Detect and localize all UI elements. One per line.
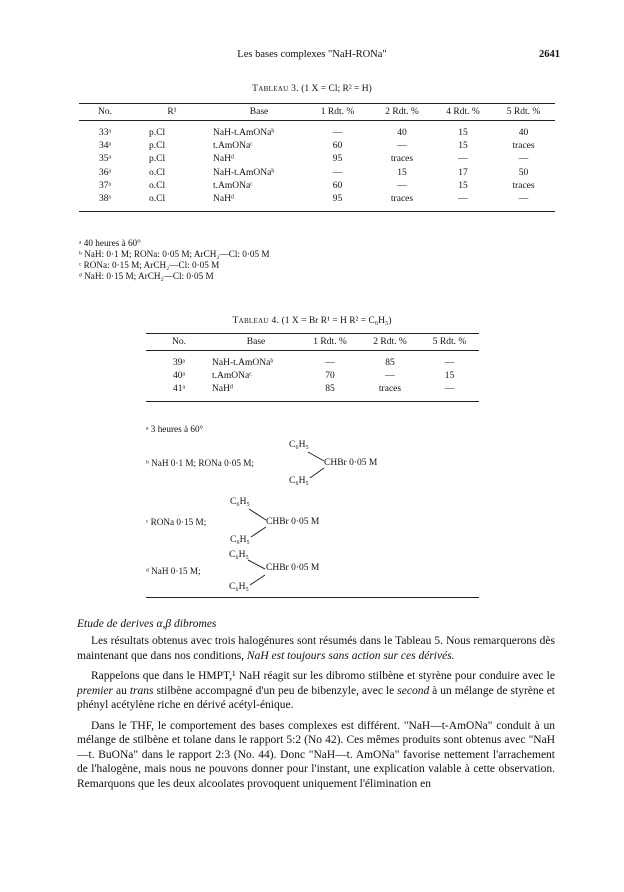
text-run: Les résultats obtenus avec trois halogénures sont résumés dans le Tableau 5. Nous remarquerons dès maintenant que dans nos conditions, [77, 635, 555, 662]
cell: t.AmONaᶜ [213, 180, 253, 191]
table3-header: 1 Rdt. % [320, 107, 355, 117]
paragraph-1 [77, 634, 555, 663]
table3-header: 4 Rdt. % [446, 107, 480, 117]
table4-footnote-a: ᵃ 3 heures à 60° [146, 424, 204, 434]
cell: traces [390, 193, 414, 204]
table4-header: Base [246, 337, 266, 347]
table-row [79, 121, 555, 140]
cell: — [325, 358, 335, 368]
cell: — [458, 193, 468, 204]
table-row [146, 383, 479, 402]
chbr-label: CHBr 0·05 M [266, 517, 320, 527]
table4-header: 2 Rdt. % [373, 337, 407, 347]
cell: traces [390, 154, 414, 165]
cell: — [458, 154, 468, 165]
footnote: ᵈ NaH: 0·15 M; ArCH₂—Cl: 0·05 M [79, 271, 214, 281]
table3-footnotes [79, 238, 270, 282]
cell: 95 [332, 193, 343, 204]
cell: o.Cl [149, 167, 166, 178]
text-run-italic: trans [129, 684, 154, 697]
cell: 41ᵃ [172, 384, 186, 395]
cell: 17 [458, 167, 468, 178]
cell: — [332, 128, 343, 138]
table4-footnote-b: ᵇ NaH 0·1 M; RONa 0·05 M; [146, 458, 254, 468]
cell: p.Cl [149, 154, 166, 165]
table-row [79, 166, 555, 179]
cell: 40ᵃ [172, 371, 186, 382]
table4-header-row [146, 334, 479, 351]
cell: 39ᵃ [172, 358, 186, 368]
table3-header: Base [249, 107, 269, 117]
text-run: stilbène accompagné d'un peu de bibenzyle, avec le [153, 684, 398, 697]
table3-header: 2 Rdt. % [385, 107, 419, 117]
table4-header: 5 Rdt. % [432, 337, 467, 347]
cell: — [518, 193, 529, 204]
table3-caption-condition: (1 X = Cl; R² = H) [301, 84, 372, 94]
cell: NaH-t.AmONaᵇ [213, 167, 275, 178]
cell: 40 [397, 128, 407, 138]
text-run: à un mélange de styrène et phényl acétylène riche en dérivé acétyl-énique. [77, 684, 556, 711]
cell: NaHᵈ [213, 193, 234, 204]
cell: — [518, 154, 529, 165]
text-run-italic: second [397, 684, 430, 697]
paragraph-2 [77, 669, 555, 713]
footnote: ᵇ NaH: 0·1 M; RONa: 0·05 M; ArCH₂—Cl: 0·05 M [79, 249, 270, 259]
phenyl-group-top: C₆H₅ [230, 497, 250, 507]
table3-header: 5 Rdt. % [506, 107, 541, 117]
cell: p.Cl [149, 128, 166, 138]
chbr-label: CHBr 0·05 M [324, 458, 378, 468]
cell: 70 [325, 371, 335, 382]
cell: — [397, 180, 407, 191]
cell: 85 [325, 384, 335, 395]
cell: 35ᵃ [98, 154, 112, 165]
section-heading: Etude de derives α,β dibromes [77, 618, 217, 630]
cell: — [444, 358, 455, 368]
table4-bottom-rule [146, 597, 479, 598]
cell: o.Cl [149, 180, 166, 191]
table3-header: No. [98, 107, 112, 117]
bond-lines [240, 558, 268, 586]
page-number: 2641 [539, 49, 560, 60]
cell: 38ᵃ [98, 193, 112, 204]
chbr-label: CHBr 0·05 M [266, 563, 320, 573]
cell: NaHᵈ [213, 154, 234, 165]
table-row [146, 351, 479, 370]
table3-caption-label: Tableau 3. [252, 84, 299, 94]
cell: 60 [332, 141, 343, 152]
phenyl-group-bottom: C₆H₅ [289, 476, 309, 486]
cell: 95 [332, 154, 343, 165]
phenyl-group-bottom: C₆H₅ [230, 535, 250, 545]
table-row [79, 153, 555, 166]
cell: 60 [332, 180, 343, 191]
running-title: Les bases complexes "NaH-RONa" [237, 49, 387, 60]
footnote: ᶜ RONa: 0·15 M; ArCH₂—Cl: 0·05 M [79, 260, 220, 270]
table-row [146, 370, 479, 383]
table3-caption [0, 84, 624, 94]
cell: NaH-t.AmONaᵇ [213, 128, 275, 138]
cell: NaH-t.AmONaᵇ [212, 358, 274, 368]
table4-caption-label: Tableau 4. [232, 316, 280, 326]
cell: 15 [458, 128, 468, 138]
cell: 33ᵃ [98, 128, 112, 138]
cell: — [332, 167, 343, 178]
cell: 85 [385, 358, 395, 368]
cell: 37ᵃ [98, 180, 112, 191]
table3-header: R¹ [167, 107, 177, 117]
paragraph-3: Dans le THF, le comportement des bases complexes est différent. "NaH—t-AmONa" conduit à un mélange de stilbène et tolane dans le rapport 5:2 (No 42). Ces mêmes produits sont obtenus avec "NaH—t. BuONa" dans le rapport 2:3 (No. 44). Donc "NaH—t. AmONa" favorise nettement l'arrachement de l'halogène, mais nous ne pouvons donner pour l'instant, une explication valable à cette observation. Remarquons que les deux alcoolates provoquent uniquement l'élimination en [77, 719, 555, 790]
table-row [79, 179, 555, 192]
cell: traces [512, 141, 535, 152]
table-row [79, 140, 555, 153]
cell: — [444, 384, 455, 395]
table4-footnote-c: ᶜ RONa 0·15 M; [146, 517, 207, 527]
cell: — [385, 371, 395, 382]
phenyl-group-top: C₆H₅ [289, 440, 309, 450]
table4-header: 1 Rdt. % [313, 337, 347, 347]
text-run: au [112, 684, 130, 697]
cell: 15 [458, 141, 468, 152]
cell: NaHᵈ [212, 384, 233, 395]
text-run-italic: NaH est toujours sans action sur ces dérivés. [246, 649, 455, 662]
cell: 34ᵃ [98, 141, 112, 152]
table3 [79, 103, 555, 212]
cell: 15 [458, 180, 468, 191]
cell: traces [512, 180, 535, 191]
table4 [146, 333, 479, 402]
cell: — [397, 141, 407, 152]
bond-lines [300, 449, 328, 479]
body-text [77, 634, 555, 791]
cell: 50 [518, 167, 529, 178]
table-row [79, 192, 555, 211]
cell: o.Cl [149, 193, 166, 204]
phenyl-group-top: C₆H₅ [229, 550, 249, 560]
text-run: Rappelons que dans le HMPT,¹ NaH réagit sur les dibromo stilbène et styrène pour conduire avec le [91, 670, 555, 682]
cell: t.AmONaᶜ [213, 141, 253, 152]
cell: 15 [397, 167, 407, 178]
bond-lines [241, 506, 269, 538]
table4-footnote-d: ᵈ NaH 0·15 M; [146, 566, 201, 576]
table4-caption-condition: (1 X = Br R¹ = H R² = C₆H₅) [281, 316, 392, 326]
cell: p.Cl [149, 141, 166, 152]
table3-header-row [79, 104, 555, 121]
text-run-italic: premier [77, 684, 113, 697]
table4-header: No. [172, 337, 186, 347]
cell: 40 [518, 128, 529, 138]
footnote: ᵃ 40 heures à 60° [79, 238, 141, 248]
phenyl-group-bottom: C₆H₅ [229, 582, 249, 592]
cell: traces [378, 384, 402, 395]
cell: 15 [444, 371, 455, 382]
table4-caption [0, 316, 624, 326]
cell: t.AmONaᶜ [212, 371, 252, 382]
cell: 36ᵃ [98, 167, 112, 178]
